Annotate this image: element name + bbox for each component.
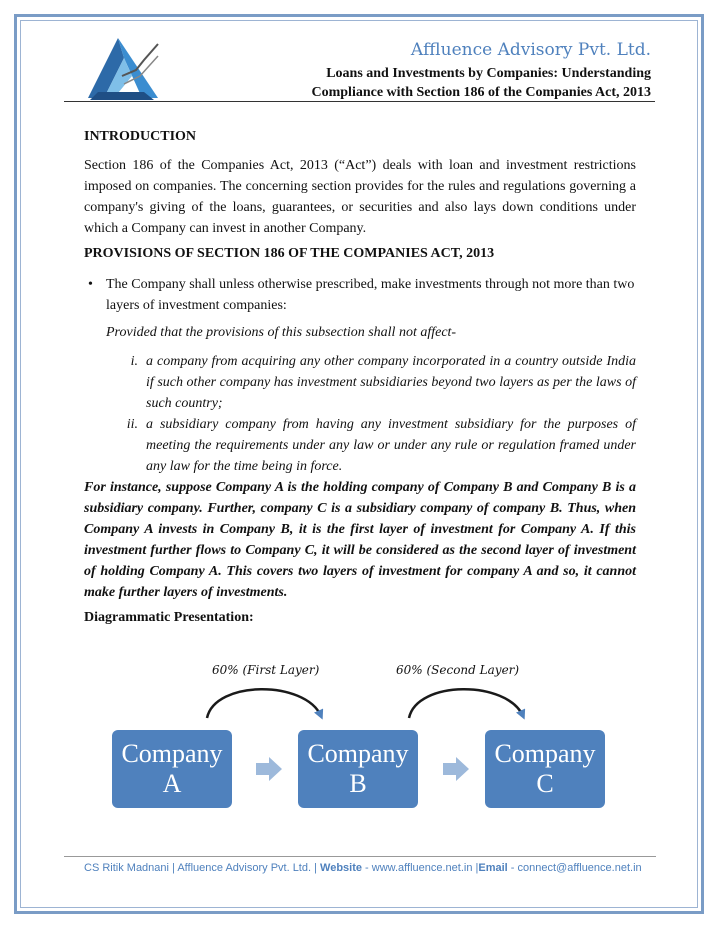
title-line-1: Loans and Investments by Companies: Understanding bbox=[326, 66, 651, 81]
company-a-box bbox=[112, 730, 232, 808]
provisions-heading: PROVISIONS OF SECTION 186 OF THE COMPANIES ACT, 2013 bbox=[84, 246, 495, 261]
first-layer-label: 60% (First Layer) bbox=[212, 663, 320, 677]
right-arrow-icon bbox=[256, 756, 282, 782]
company-logo-icon bbox=[84, 36, 162, 102]
layer-arrows bbox=[195, 680, 535, 725]
box-label-line2: C bbox=[536, 769, 554, 798]
box-label-line1: Company bbox=[121, 739, 223, 768]
company-c-box bbox=[485, 730, 605, 808]
footer-email[interactable]: - connect@affluence.net.in bbox=[507, 862, 642, 874]
footer-website[interactable]: - www.affluence.net.in | bbox=[362, 862, 479, 874]
document-title bbox=[312, 64, 652, 102]
box-label-line1: Company bbox=[494, 739, 596, 768]
first-layer-arrow bbox=[207, 689, 321, 718]
box-label-line1: Company bbox=[307, 739, 409, 768]
right-arrow-icon bbox=[443, 756, 469, 782]
footer-website-label: Website bbox=[320, 862, 362, 874]
second-layer-arrow bbox=[409, 689, 523, 718]
company-b-box bbox=[298, 730, 418, 808]
list-item-text: a company from acquiring any other company incorporated in a country outside India if such other company has investment subsidiaries beyond two layers as per the laws of such country; bbox=[146, 354, 636, 411]
footer-email-label: Email bbox=[478, 862, 508, 874]
footer-author: CS Ritik Madnani | Affluence Advisory Pvt. Ltd. | bbox=[84, 862, 321, 874]
proviso-text: Provided that the provisions of this subsection shall not affect- bbox=[106, 325, 457, 340]
list-item-number: ii. bbox=[126, 417, 138, 432]
bullet-text: The Company shall unless otherwise prescribed, make investments through not more than two layers of investment companies: bbox=[106, 277, 635, 313]
list-item bbox=[84, 414, 636, 477]
title-line-2: Compliance with Section 186 of the Companies Act, 2013 bbox=[311, 85, 651, 100]
example-paragraph: For instance, suppose Company A is the holding company of Company B and Company B is a subsidiary company. Further, company C is a subsidiary company of company B. Thus, when Company A invests in Company B, it is the first layer of investment for Company A. If this investment further flows to Company C, it will be considered as the second layer of investment of holding Company A. This covers two layers of investment for company A and so, it cannot make further layers of investments. bbox=[84, 480, 636, 600]
intro-heading: INTRODUCTION bbox=[84, 129, 197, 144]
provision-bullet bbox=[84, 274, 636, 316]
bullet-icon: • bbox=[88, 277, 93, 292]
list-item-text: a subsidiary company from having any investment subsidiary for the purposes of meeting the requirements under any law or under any rule or regulation framed under any law for the time being in force. bbox=[146, 417, 636, 474]
footer-divider bbox=[64, 856, 656, 857]
diagram-heading: Diagrammatic Presentation: bbox=[84, 610, 254, 625]
second-layer-label: 60% (Second Layer) bbox=[396, 663, 520, 677]
box-label-line2: A bbox=[162, 769, 182, 798]
list-item bbox=[84, 351, 636, 414]
box-label-line2: B bbox=[349, 769, 367, 798]
list-item-number: i. bbox=[130, 354, 138, 369]
company-name: Affluence Advisory Pvt. Ltd. bbox=[410, 40, 651, 60]
proviso-list bbox=[84, 351, 636, 477]
intro-paragraph: Section 186 of the Companies Act, 2013 (“Act”) deals with loan and investment restrictions imposed on companies. The concerning section provides for the rules and regulations governing a company's giving of the loans, guarantees, or securities and also lays down conditions under which a Company can invest in another Company. bbox=[84, 158, 636, 236]
page-footer bbox=[84, 862, 642, 874]
header-divider bbox=[64, 101, 655, 102]
